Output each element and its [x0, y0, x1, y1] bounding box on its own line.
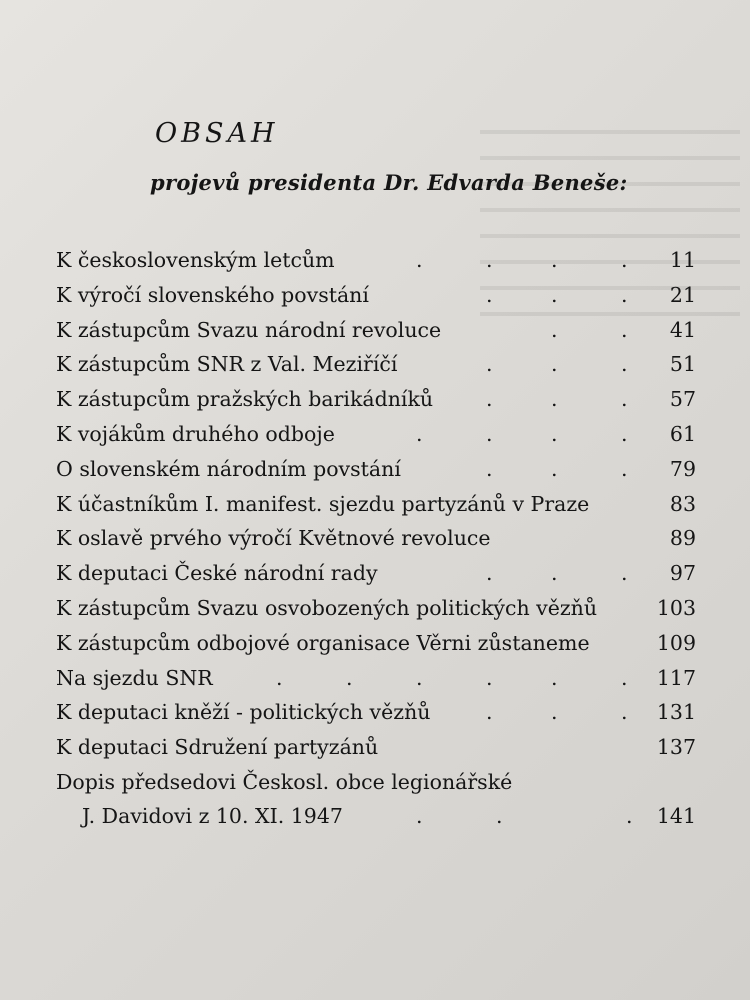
toc-entry: [56, 521, 696, 556]
toc-entry-title: K deputaci kněží - politických vězňů: [56, 700, 431, 725]
toc-entry: [56, 487, 696, 522]
toc-entry: [56, 452, 696, 487]
leader-dot: .: [621, 456, 628, 481]
toc-entry: [56, 556, 696, 591]
leader-dot: .: [551, 561, 558, 586]
table-of-contents: [56, 243, 696, 835]
toc-entry-title: K zástupcům Svazu osvobozených politických vězňů: [56, 595, 598, 620]
toc-entry-title: K výročí slovenského povstání: [56, 282, 369, 307]
toc-entry-page: 51: [669, 352, 696, 377]
toc-entry-title: K zástupcům pražských barikádníků: [56, 387, 434, 412]
toc-entry-page: 83: [669, 491, 696, 516]
toc-entry: [56, 382, 696, 417]
toc-entry-title: O slovenském národním povstání: [56, 456, 401, 481]
toc-entry-page: 103: [656, 595, 696, 620]
leader-dot: .: [551, 282, 558, 307]
toc-entry-title: K oslavě prvého výročí Květnové revoluce: [56, 526, 491, 551]
toc-entry-title: K deputaci České národní rady: [56, 561, 378, 586]
leader-dot: .: [416, 248, 423, 272]
toc-entry: [56, 243, 696, 278]
leader-dot: .: [621, 248, 628, 272]
toc-entry-page: 109: [656, 630, 696, 655]
leader-dot: .: [551, 700, 558, 725]
page-subtitle: projevů presidenta Dr. Edvarda Beneše:: [150, 170, 628, 195]
toc-entry-title: K zástupcům SNR z Val. Meziříčí: [56, 352, 398, 377]
leader-dot: .: [486, 387, 493, 412]
leader-dot: .: [486, 561, 493, 586]
leader-dot: .: [551, 248, 558, 272]
leader-dot: .: [621, 561, 628, 586]
leader-dot: .: [621, 700, 628, 725]
leader-dot: .: [551, 421, 558, 446]
toc-entry-page: 61: [669, 421, 696, 446]
toc-entry: [56, 626, 696, 661]
toc-entry-page: 79: [669, 456, 696, 481]
toc-entry: [56, 347, 696, 382]
toc-entry-page: 89: [669, 526, 696, 551]
toc-entry: [56, 591, 696, 626]
toc-entry: [56, 765, 696, 835]
leader-dot: .: [551, 665, 558, 690]
leader-dot: .: [551, 352, 558, 377]
leader-dot: .: [486, 456, 493, 481]
leader-dot: .: [621, 317, 628, 342]
leader-dot: .: [551, 456, 558, 481]
leader-dot: .: [486, 248, 493, 272]
leader-dot: .: [276, 665, 283, 690]
toc-entry-title: K zástupcům Svazu národní revoluce: [56, 317, 442, 342]
leader-dot: .: [486, 421, 493, 446]
leader-dot: .: [621, 282, 628, 307]
toc-entry: [56, 278, 696, 313]
toc-entry-title: K účastníkům I. manifest. sjezdu partyzánů v Praze: [56, 491, 590, 516]
toc-entry-page: 131: [656, 700, 696, 725]
toc-entry-page: 117: [656, 665, 696, 690]
toc-entry-page: 57: [669, 387, 696, 412]
leader-dot: .: [416, 803, 423, 828]
toc-entry: [56, 417, 696, 452]
toc-entry: [56, 661, 696, 696]
leader-dot: .: [346, 665, 353, 690]
toc-entry-title: K československým letcům: [56, 248, 335, 272]
toc-entry-title: K deputaci Sdružení partyzánů: [56, 735, 379, 760]
toc-entry-title-continued: J. Davidovi z 10. XI. 1947: [82, 803, 343, 828]
leader-dot: .: [486, 665, 493, 690]
toc-entry-title: Na sjezdu SNR: [56, 665, 213, 690]
toc-entry-page: 97: [669, 561, 696, 586]
toc-entry: [56, 695, 696, 730]
leader-dot: .: [626, 803, 633, 828]
toc-entry-page: 141: [656, 803, 696, 828]
toc-entry-page: 137: [656, 735, 696, 760]
toc-entry-page: 41: [669, 317, 696, 342]
page-title: OBSAH: [155, 118, 279, 149]
toc-entry: [56, 730, 696, 765]
leader-dot: .: [551, 317, 558, 342]
toc-entry-title: Dopis předsedovi Českosl. obce legionářské: [56, 769, 513, 794]
toc-entry-title: K vojákům druhého odboje: [56, 421, 335, 446]
toc-entry: [56, 313, 696, 348]
leader-dot: .: [416, 421, 423, 446]
leader-dot: .: [551, 387, 558, 412]
toc-entry-page: 21: [669, 282, 696, 307]
leader-dot: .: [621, 387, 628, 412]
leader-dot: .: [486, 700, 493, 725]
leader-dot: .: [621, 421, 628, 446]
leader-dot: .: [496, 803, 503, 828]
leader-dot: .: [416, 665, 423, 690]
leader-dot: .: [486, 352, 493, 377]
leader-dot: .: [621, 665, 628, 690]
leader-dot: .: [621, 352, 628, 377]
toc-entry-title: K zástupcům odbojové organisace Věrni zůstaneme: [56, 630, 590, 655]
toc-entry-page: 11: [669, 248, 696, 272]
leader-dot: .: [486, 282, 493, 307]
